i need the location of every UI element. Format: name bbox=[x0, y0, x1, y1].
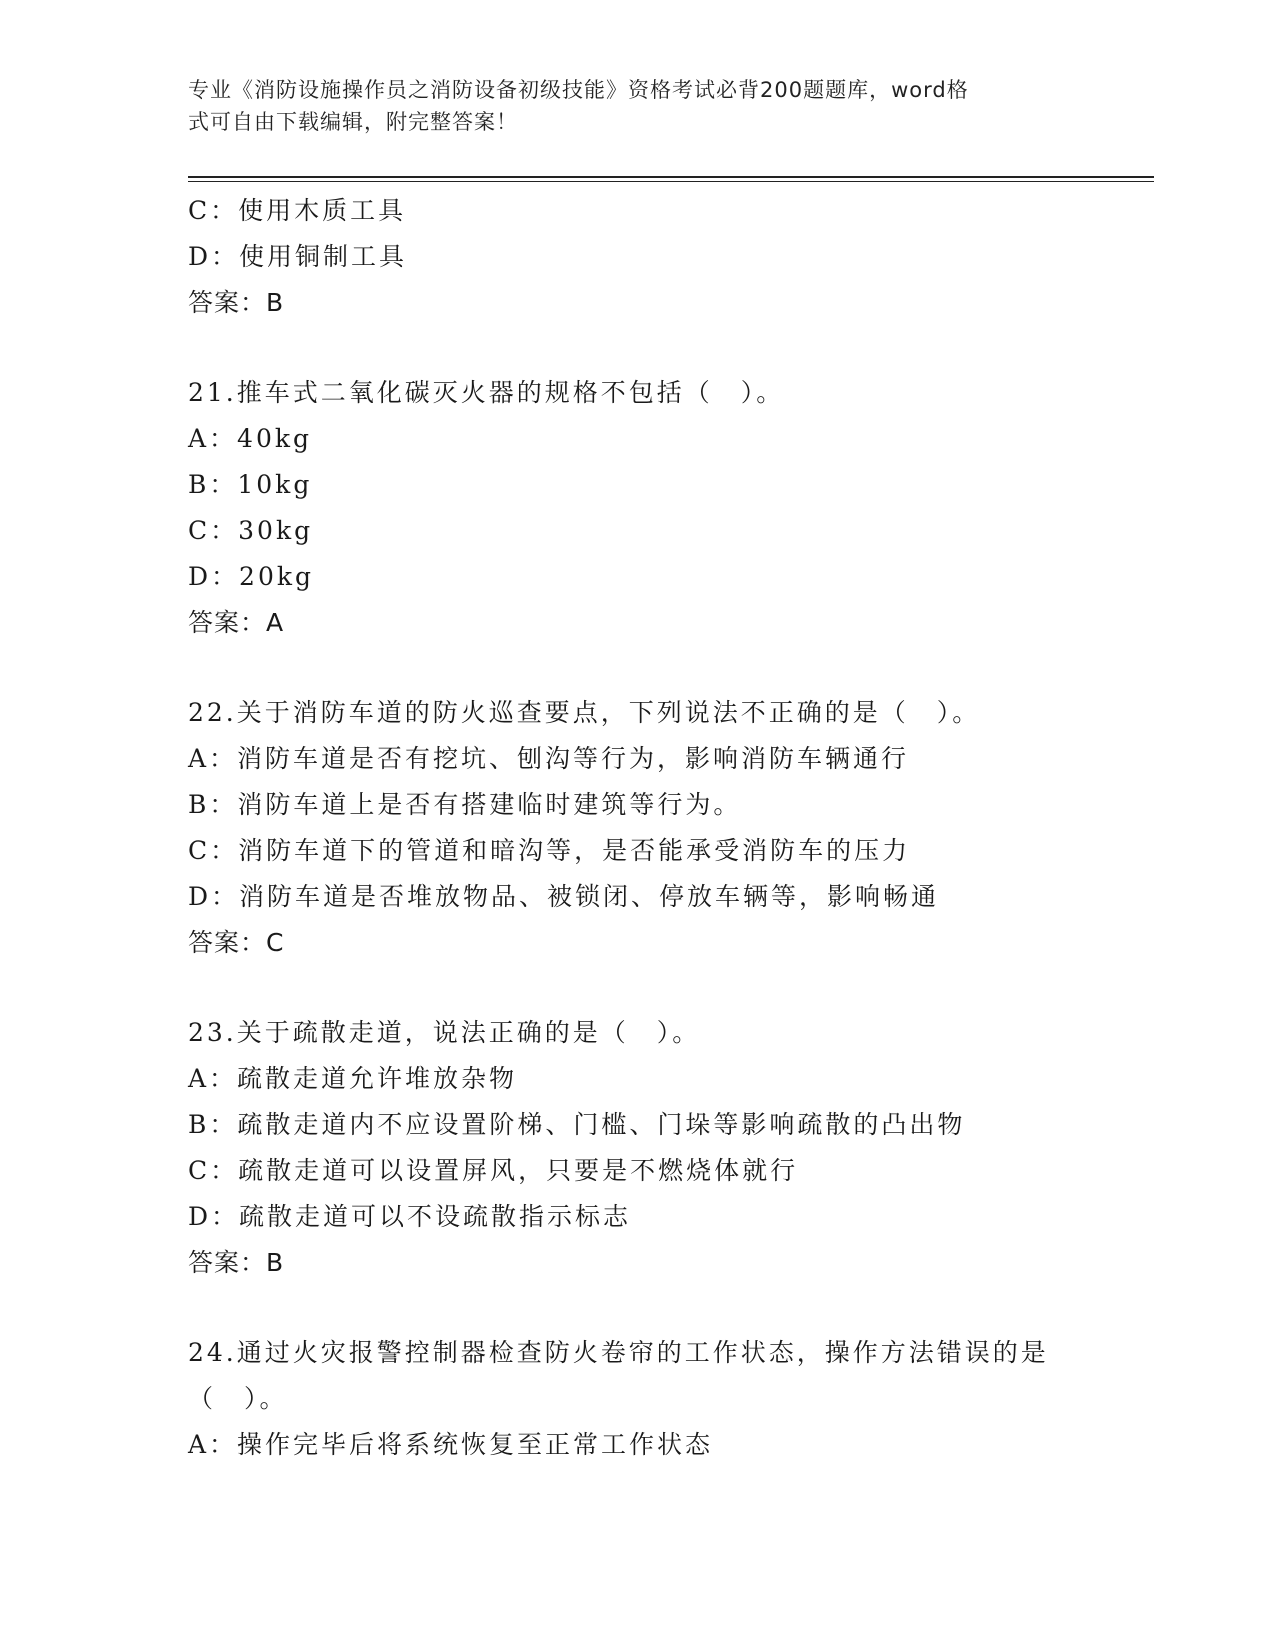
header-divider-thin bbox=[188, 181, 1154, 182]
question-stem-line-2: （ ）。 bbox=[188, 1384, 288, 1413]
answer-line: 答案：C bbox=[188, 928, 285, 957]
header-line-2: 式可自由下载编辑，附完整答案！ bbox=[188, 110, 518, 134]
option-d: D：使用铜制工具 bbox=[188, 242, 408, 271]
header-divider-thick bbox=[188, 176, 1154, 178]
option-b: B：10kg bbox=[188, 470, 313, 499]
spacer bbox=[188, 966, 1088, 1010]
question-stem: 22.关于消防车道的防火巡查要点，下列说法不正确的是（ ）。 bbox=[188, 698, 981, 727]
option-c: C：使用木质工具 bbox=[188, 196, 407, 225]
spacer bbox=[188, 1286, 1088, 1330]
option-b: B：消防车道上是否有搭建临时建筑等行为。 bbox=[188, 790, 742, 819]
option-c: C：30kg bbox=[188, 516, 314, 545]
option-c: C：疏散走道可以设置屏风，只要是不燃烧体就行 bbox=[188, 1156, 799, 1185]
option-a: A：40kg bbox=[188, 424, 313, 453]
option-d: D：20kg bbox=[188, 562, 315, 591]
question-content bbox=[188, 188, 1088, 1468]
question-21 bbox=[188, 370, 1088, 646]
option-d: D：疏散走道可以不设疏散指示标志 bbox=[188, 1202, 632, 1231]
question-20-tail bbox=[188, 188, 1088, 326]
answer-line: 答案：B bbox=[188, 1248, 285, 1277]
question-stem: 21.推车式二氧化碳灭火器的规格不包括（ ）。 bbox=[188, 378, 785, 407]
spacer bbox=[188, 326, 1088, 370]
option-a: A：消防车道是否有挖坑、刨沟等行为，影响消防车辆通行 bbox=[188, 744, 910, 773]
option-b: B：疏散走道内不应设置阶梯、门槛、门垛等影响疏散的凸出物 bbox=[188, 1110, 966, 1139]
question-23 bbox=[188, 1010, 1088, 1286]
option-a: A：操作完毕后将系统恢复至正常工作状态 bbox=[188, 1430, 714, 1459]
option-c: C：消防车道下的管道和暗沟等，是否能承受消防车的压力 bbox=[188, 836, 911, 865]
answer-line: 答案：B bbox=[188, 288, 285, 317]
option-d: D：消防车道是否堆放物品、被锁闭、停放车辆等，影响畅通 bbox=[188, 882, 940, 911]
answer-line: 答案：A bbox=[188, 608, 285, 637]
option-a: A：疏散走道允许堆放杂物 bbox=[188, 1064, 518, 1093]
document-header bbox=[188, 74, 1068, 138]
spacer bbox=[188, 646, 1088, 690]
question-stem: 23.关于疏散走道，说法正确的是（ ）。 bbox=[188, 1018, 701, 1047]
question-22 bbox=[188, 690, 1088, 966]
question-24 bbox=[188, 1330, 1088, 1468]
question-stem-line-1: 24.通过火灾报警控制器检查防火卷帘的工作状态，操作方法错误的是 bbox=[188, 1338, 1049, 1367]
header-line-1: 专业《消防设施操作员之消防设备初级技能》资格考试必背200题题库，word格 bbox=[188, 78, 969, 102]
